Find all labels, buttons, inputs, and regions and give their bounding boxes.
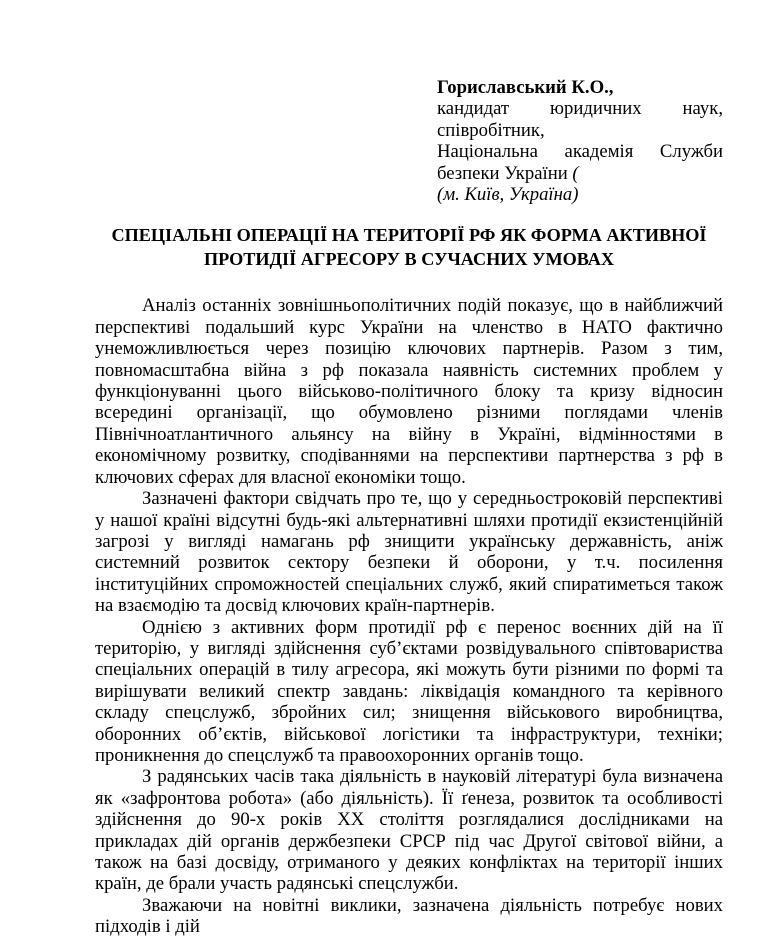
author-affiliation-line2 — [437, 163, 723, 184]
author-block — [437, 77, 723, 205]
affiliation-text: безпеки України — [437, 162, 573, 184]
article-title — [95, 224, 723, 271]
paragraph-4: З радянських часів така діяльність в науковій літературі була визначена як «зафронтова робота» (або діяльність). Її ґенеза, розвиток та особливості здійснення до 90-х років ХХ століття розглядалися дослідниками на прикладах дій органів держбезпеки СРСР під час Другої світової війни, а також на базі досвіду, отриманого у деяких конфліктах на території інших країн, де брали участь радянські спецслужби. — [95, 766, 723, 895]
author-affiliation-line1: Національна академія Служби — [437, 141, 723, 163]
author-name: Гориславський К.О., — [437, 77, 614, 98]
article-body — [95, 295, 723, 937]
paragraph-2: Зазначені фактори свідчать про те, що у середньостроковій перспективі у нашої країні відсутні будь-які альтернативні шляхи протидії екзистенційній загрозі у вигляді намагань рф знищити українську державність, аніж системний розвиток сектору безпеки й оборони, у т.ч. посилення інституційних спроможностей спеціальних служб, який спиратиметься також на взаємодію та досвід ключових країн-партнерів. — [95, 488, 723, 617]
paragraph-1: Аналіз останніх зовнішньополітичних подій показує, що в найближчий перспективі подальший курс України на членство в НАТО фактично унеможливлюється через позицію ключових партнерів. Разом з тим, повномасштабна війна з рф показала наявність системних проблем у функціонуванні цього військово-політичного блоку та кризу відносин всередині організації, що обумовлено різними поглядами членів Північноатлантичного альянсу на війну в Україні, відмінностями в економічному розвитку, сподіваннями на перспективи партнерства з рф в ключових сферах для власної економіки тощо. — [95, 295, 723, 488]
article-title-line2: ПРОТИДІЇ АГРЕСОРУ В СУЧАСНИХ УМОВАХ — [203, 248, 615, 269]
author-position: співробітник, — [437, 119, 545, 141]
article-title-line1: СПЕЦІАЛЬНІ ОПЕРАЦІЇ НА ТЕРИТОРІЇ РФ ЯК ФОРМА АКТИВНОЇ — [111, 225, 707, 246]
paragraph-partial-clipped: Зважаючи на новітні виклики, зазначена діяльність потребує нових підходів і дій — [95, 894, 723, 938]
affiliation-paren: ( — [572, 162, 579, 184]
author-location: (м. Київ, Україна) — [437, 184, 579, 206]
paragraph-3: Однією з активних форм протидії рф є перенос воєнних дій на її територію, у вигляді здійснення суб’єктами розвідувального співтовариства спеціальних операцій в тилу агресора, які можуть бути різними по формі та вирішувати великий спектр завдань: ліквідація командного та керівного складу спецслужб, збройних сил; знищення військового виробництва, оборонних об’єктів, військової логістики та інфраструктури, техніки; проникнення до спецслужб та правоохоронних органів тощо. — [95, 616, 723, 766]
author-degree: кандидат юридичних наук, — [437, 98, 723, 120]
